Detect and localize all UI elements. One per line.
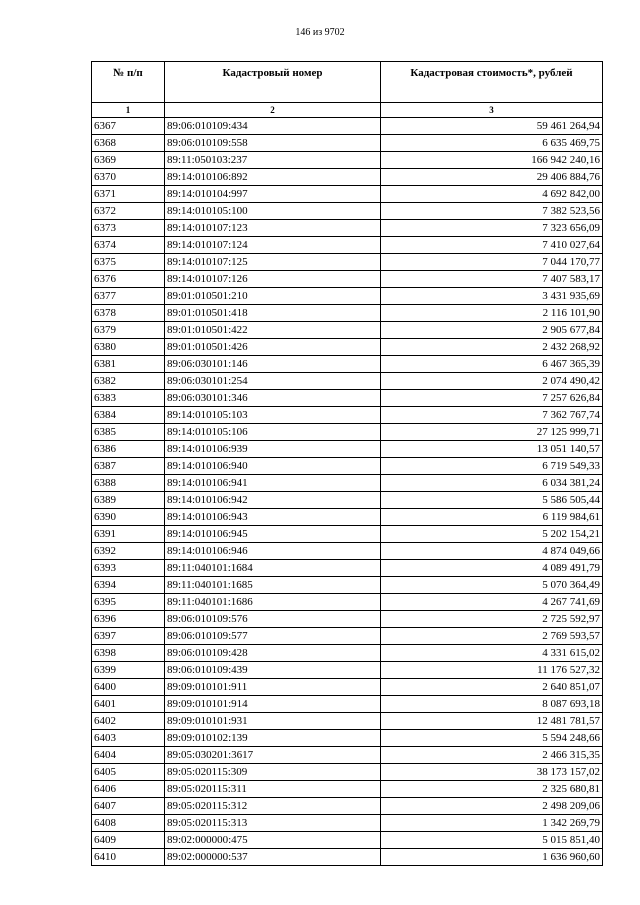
table-row [92, 781, 603, 798]
row-index-cell: 6406 [92, 781, 165, 798]
row-index-cell: 6367 [92, 118, 165, 135]
table-row [92, 237, 603, 254]
cadastral-value-cell: 27 125 999,71 [381, 424, 603, 441]
table-row [92, 713, 603, 730]
cadastral-value-cell: 5 586 505,44 [381, 492, 603, 509]
row-index-cell: 6404 [92, 747, 165, 764]
table-row [92, 594, 603, 611]
cadastral-value-cell: 2 725 592,97 [381, 611, 603, 628]
cadastral-number-cell: 89:14:010106:940 [165, 458, 381, 475]
table-row [92, 322, 603, 339]
table-row [92, 271, 603, 288]
cadastral-value-cell: 6 119 984,61 [381, 509, 603, 526]
table-row [92, 679, 603, 696]
row-index-cell: 6393 [92, 560, 165, 577]
cadastral-number-cell: 89:05:030201:3617 [165, 747, 381, 764]
row-index-cell: 6400 [92, 679, 165, 696]
table-row [92, 424, 603, 441]
cadastral-value-cell: 2 466 315,35 [381, 747, 603, 764]
cadastral-value-cell: 6 719 549,33 [381, 458, 603, 475]
table-row [92, 458, 603, 475]
cadastral-number-cell: 89:06:010109:576 [165, 611, 381, 628]
row-index-cell: 6374 [92, 237, 165, 254]
cadastral-value-cell: 7 362 767,74 [381, 407, 603, 424]
cadastral-value-cell: 5 070 364,49 [381, 577, 603, 594]
table-row [92, 832, 603, 849]
cadastral-number-cell: 89:01:010501:210 [165, 288, 381, 305]
row-index-cell: 6373 [92, 220, 165, 237]
cadastral-number-cell: 89:02:000000:537 [165, 849, 381, 866]
table-row [92, 798, 603, 815]
row-index-cell: 6396 [92, 611, 165, 628]
cadastral-number-cell: 89:14:010107:124 [165, 237, 381, 254]
row-index-cell: 6409 [92, 832, 165, 849]
cadastral-number-cell: 89:05:020115:309 [165, 764, 381, 781]
row-index-cell: 6380 [92, 339, 165, 356]
cadastral-number-cell: 89:06:010109:434 [165, 118, 381, 135]
cadastral-value-cell: 8 087 693,18 [381, 696, 603, 713]
cadastral-value-cell: 2 640 851,07 [381, 679, 603, 696]
cadastral-number-cell: 89:14:010104:997 [165, 186, 381, 203]
cadastral-value-cell: 4 692 842,00 [381, 186, 603, 203]
cadastral-number-cell: 89:01:010501:422 [165, 322, 381, 339]
table-row [92, 254, 603, 271]
cadastral-value-cell: 2 074 490,42 [381, 373, 603, 390]
cadastral-number-cell: 89:14:010107:123 [165, 220, 381, 237]
cadastral-number-cell: 89:14:010107:126 [165, 271, 381, 288]
cadastral-value-cell: 7 323 656,09 [381, 220, 603, 237]
cadastral-number-cell: 89:06:030101:254 [165, 373, 381, 390]
cadastral-number-cell: 89:11:040101:1685 [165, 577, 381, 594]
cadastral-number-cell: 89:14:010105:100 [165, 203, 381, 220]
cadastral-number-cell: 89:06:010109:558 [165, 135, 381, 152]
cadastral-number-cell: 89:14:010105:103 [165, 407, 381, 424]
cadastral-value-cell: 7 382 523,56 [381, 203, 603, 220]
cadastral-value-cell: 3 431 935,69 [381, 288, 603, 305]
column-header-index: № п/п [92, 62, 165, 103]
cadastral-value-cell: 13 051 140,57 [381, 441, 603, 458]
column-header-cadastral-number: Кадастровый номер [165, 62, 381, 103]
row-index-cell: 6381 [92, 356, 165, 373]
table-row [92, 475, 603, 492]
row-index-cell: 6369 [92, 152, 165, 169]
row-index-cell: 6377 [92, 288, 165, 305]
row-index-cell: 6372 [92, 203, 165, 220]
cadastral-value-cell: 2 905 677,84 [381, 322, 603, 339]
cadastral-number-cell: 89:11:040101:1686 [165, 594, 381, 611]
row-index-cell: 6378 [92, 305, 165, 322]
cadastral-value-cell: 11 176 527,32 [381, 662, 603, 679]
row-index-cell: 6408 [92, 815, 165, 832]
cadastral-number-cell: 89:14:010106:945 [165, 526, 381, 543]
table-row [92, 815, 603, 832]
row-index-cell: 6407 [92, 798, 165, 815]
table-row [92, 339, 603, 356]
row-index-cell: 6379 [92, 322, 165, 339]
cadastral-value-cell: 7 407 583,17 [381, 271, 603, 288]
row-index-cell: 6387 [92, 458, 165, 475]
cadastral-value-cell: 4 089 491,79 [381, 560, 603, 577]
row-index-cell: 6383 [92, 390, 165, 407]
cadastral-value-cell: 5 202 154,21 [381, 526, 603, 543]
table-row [92, 186, 603, 203]
cadastral-value-cell: 6 467 365,39 [381, 356, 603, 373]
table-row [92, 509, 603, 526]
cadastral-value-cell: 2 769 593,57 [381, 628, 603, 645]
cadastral-number-cell: 89:14:010106:943 [165, 509, 381, 526]
cadastral-number-cell: 89:14:010106:941 [165, 475, 381, 492]
column-number-3: 3 [381, 103, 603, 118]
table-row [92, 373, 603, 390]
table-row [92, 611, 603, 628]
cadastral-number-cell: 89:11:050103:237 [165, 152, 381, 169]
row-index-cell: 6402 [92, 713, 165, 730]
row-index-cell: 6391 [92, 526, 165, 543]
cadastral-number-cell: 89:02:000000:475 [165, 832, 381, 849]
cadastral-number-cell: 89:05:020115:313 [165, 815, 381, 832]
cadastral-number-cell: 89:14:010106:939 [165, 441, 381, 458]
cadastral-value-cell: 4 331 615,02 [381, 645, 603, 662]
cadastral-number-cell: 89:09:010101:914 [165, 696, 381, 713]
cadastral-value-cell: 166 942 240,16 [381, 152, 603, 169]
table-row [92, 526, 603, 543]
table-row [92, 730, 603, 747]
row-index-cell: 6401 [92, 696, 165, 713]
cadastral-number-cell: 89:06:030101:346 [165, 390, 381, 407]
cadastral-value-cell: 6 635 469,75 [381, 135, 603, 152]
row-index-cell: 6385 [92, 424, 165, 441]
table-header-row [92, 62, 603, 103]
cadastral-number-cell: 89:11:040101:1684 [165, 560, 381, 577]
cadastral-number-cell: 89:09:010101:911 [165, 679, 381, 696]
cadastral-number-cell: 89:06:010109:577 [165, 628, 381, 645]
page-number-header: 146 из 9702 [295, 27, 345, 38]
cadastral-value-table [91, 61, 603, 866]
cadastral-number-cell: 89:05:020115:312 [165, 798, 381, 815]
row-index-cell: 6389 [92, 492, 165, 509]
cadastral-value-cell: 2 116 101,90 [381, 305, 603, 322]
row-index-cell: 6376 [92, 271, 165, 288]
cadastral-number-cell: 89:06:010109:428 [165, 645, 381, 662]
row-index-cell: 6397 [92, 628, 165, 645]
cadastral-value-cell: 1 342 269,79 [381, 815, 603, 832]
cadastral-value-cell: 7 044 170,77 [381, 254, 603, 271]
cadastral-value-cell: 6 034 381,24 [381, 475, 603, 492]
table-row [92, 169, 603, 186]
row-index-cell: 6384 [92, 407, 165, 424]
cadastral-number-cell: 89:05:020115:311 [165, 781, 381, 798]
row-index-cell: 6368 [92, 135, 165, 152]
table-row [92, 220, 603, 237]
cadastral-number-cell: 89:09:010102:139 [165, 730, 381, 747]
table-row [92, 628, 603, 645]
cadastral-value-cell: 2 432 268,92 [381, 339, 603, 356]
cadastral-value-cell: 1 636 960,60 [381, 849, 603, 866]
row-index-cell: 6395 [92, 594, 165, 611]
row-index-cell: 6398 [92, 645, 165, 662]
cadastral-value-cell: 2 498 209,06 [381, 798, 603, 815]
row-index-cell: 6390 [92, 509, 165, 526]
table-row [92, 305, 603, 322]
table-row [92, 849, 603, 866]
row-index-cell: 6392 [92, 543, 165, 560]
table-row [92, 407, 603, 424]
cadastral-value-cell: 4 874 049,66 [381, 543, 603, 560]
row-index-cell: 6410 [92, 849, 165, 866]
cadastral-value-cell: 38 173 157,02 [381, 764, 603, 781]
cadastral-number-cell: 89:09:010101:931 [165, 713, 381, 730]
cadastral-value-cell: 5 015 851,40 [381, 832, 603, 849]
cadastral-value-cell: 12 481 781,57 [381, 713, 603, 730]
table-row [92, 288, 603, 305]
row-index-cell: 6399 [92, 662, 165, 679]
column-number-2: 2 [165, 103, 381, 118]
cadastral-number-cell: 89:06:010109:439 [165, 662, 381, 679]
table-row [92, 356, 603, 373]
table-row [92, 390, 603, 407]
row-index-cell: 6382 [92, 373, 165, 390]
row-index-cell: 6370 [92, 169, 165, 186]
table-row [92, 747, 603, 764]
table-row [92, 764, 603, 781]
row-index-cell: 6403 [92, 730, 165, 747]
column-number-row [92, 103, 603, 118]
cadastral-value-cell: 2 325 680,81 [381, 781, 603, 798]
column-header-cadastral-value: Кадастровая стоимость*, рублей [381, 62, 603, 103]
table-row [92, 441, 603, 458]
table-row [92, 662, 603, 679]
row-index-cell: 6394 [92, 577, 165, 594]
cadastral-number-cell: 89:06:030101:146 [165, 356, 381, 373]
cadastral-number-cell: 89:14:010106:946 [165, 543, 381, 560]
cadastral-number-cell: 89:14:010106:942 [165, 492, 381, 509]
table-row [92, 543, 603, 560]
cadastral-value-cell: 29 406 884,76 [381, 169, 603, 186]
cadastral-value-cell: 59 461 264,94 [381, 118, 603, 135]
table-row [92, 118, 603, 135]
cadastral-number-cell: 89:01:010501:418 [165, 305, 381, 322]
cadastral-number-cell: 89:14:010106:892 [165, 169, 381, 186]
row-index-cell: 6386 [92, 441, 165, 458]
row-index-cell: 6371 [92, 186, 165, 203]
cadastral-value-cell: 4 267 741,69 [381, 594, 603, 611]
table-row [92, 696, 603, 713]
cadastral-number-cell: 89:14:010107:125 [165, 254, 381, 271]
table-row [92, 645, 603, 662]
cadastral-number-cell: 89:01:010501:426 [165, 339, 381, 356]
row-index-cell: 6405 [92, 764, 165, 781]
table-row [92, 135, 603, 152]
column-number-1: 1 [92, 103, 165, 118]
row-index-cell: 6388 [92, 475, 165, 492]
table-row [92, 560, 603, 577]
table-row [92, 203, 603, 220]
table-row [92, 577, 603, 594]
row-index-cell: 6375 [92, 254, 165, 271]
cadastral-number-cell: 89:14:010105:106 [165, 424, 381, 441]
table-row [92, 152, 603, 169]
cadastral-value-cell: 5 594 248,66 [381, 730, 603, 747]
table-row [92, 492, 603, 509]
cadastral-value-cell: 7 410 027,64 [381, 237, 603, 254]
cadastral-value-cell: 7 257 626,84 [381, 390, 603, 407]
